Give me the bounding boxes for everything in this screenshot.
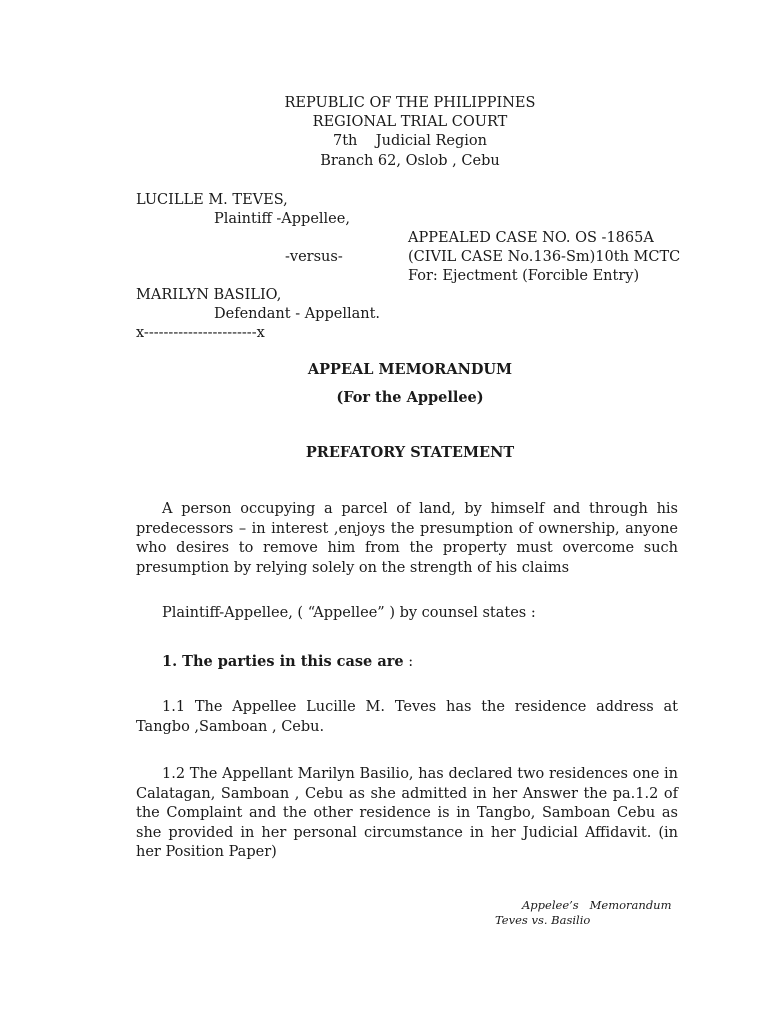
counsel-statement <box>136 604 678 624</box>
item-1-2-text: 1.2 The Appellant Marilyn Basilio, has declared two residences one in Calatagan, Samboan , Cebu as she admitted in her Answer the pa.1.2 of the Complaint and the other residence is in Tangbo, Samboan Cebu as she provided in her personal circumstance in her Judicial Affidavit. (in her Position Paper) <box>136 766 678 860</box>
caption-separator: x-----------------------x <box>136 325 265 341</box>
item-1-1-text: 1.1 The Appellee Lucille M. Teves has the residence address at Tangbo ,Samboan , Cebu. <box>136 699 678 735</box>
section-heading: PREFATORY STATEMENT <box>305 444 515 461</box>
prefatory-text: A person occupying a parcel of land, by himself and through his predecessors – in interest ,enjoys the presumption of ownership, anyone who desires to remove him from the property must overcome such presumption by relying solely on the strength of his claims <box>136 501 678 576</box>
defendant-name: MARILYN BASILIO, <box>136 287 282 303</box>
appealed-case-number: APPEALED CASE NO. OS -1865A <box>408 230 654 246</box>
item-1-2-paragraph <box>136 765 678 863</box>
item-1-label: 1. The parties in this case are <box>162 653 404 670</box>
prefatory-paragraph <box>136 500 678 578</box>
header-court: REGIONAL TRIAL COURT <box>312 114 508 130</box>
footer-memorandum-label: Appelee’s Memorandum <box>522 898 672 912</box>
plaintiff-name: LUCILLE M. TEVES, <box>136 192 288 208</box>
header-branch: Branch 62, Oslob , Cebu <box>320 153 500 169</box>
item-1-1-paragraph <box>136 698 678 737</box>
header-region: 7th Judicial Region <box>332 133 488 149</box>
footer-case-title: Teves vs. Basilio <box>495 913 591 927</box>
case-nature: For: Ejectment (Forcible Entry) <box>408 268 640 284</box>
header-republic: REPUBLIC OF THE PHILIPPINES <box>284 95 536 111</box>
document-title: APPEAL MEMORANDUM <box>307 361 513 378</box>
item-1-colon: : <box>403 654 414 670</box>
counsel-statement-text: Plaintiff-Appellee, ( “Appellee” ) by counsel states : <box>162 605 536 621</box>
plaintiff-role: Plaintiff -Appellee, <box>214 211 350 227</box>
document-subtitle: (For the Appellee) <box>336 389 484 406</box>
item-1-heading <box>136 652 678 673</box>
versus-label: -versus- <box>285 249 343 265</box>
defendant-role: Defendant - Appellant. <box>214 306 381 322</box>
civil-case-number: (CIVIL CASE No.136-Sm)10th MCTC <box>408 249 681 265</box>
